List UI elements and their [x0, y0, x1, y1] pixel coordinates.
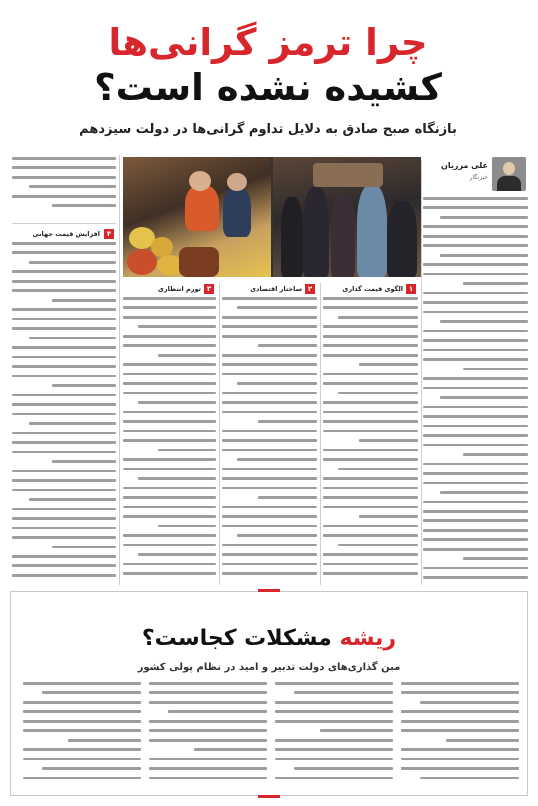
box-top-accent: [258, 589, 280, 592]
left-column-top: [12, 157, 116, 219]
intro-column: [423, 197, 528, 587]
section-4-badge: ۴: [104, 229, 114, 239]
related-article-subtitle: مبن گذاری‌های دولت تدبیر و امید در نظام پولی کشور: [137, 662, 401, 673]
photo-fruit-market: [123, 157, 271, 277]
section-2-badge: ۲: [305, 284, 315, 294]
photo-crowded-bazaar: [273, 157, 421, 277]
section-1-badge: ۱: [406, 284, 416, 294]
headline-line-2: کشیده نشده است؟: [94, 65, 442, 109]
box-bottom-accent: [258, 795, 280, 798]
subheadline: بازنگاه صبح صادق به دلایل تداوم گرانی‌ها در دولت سیزدهم: [79, 122, 457, 137]
related-column-2: [275, 682, 393, 790]
section-3-badge: ۳: [204, 284, 214, 294]
section-3-title: تورم انتظاری: [157, 285, 201, 293]
section-1-title: الگوی قیمت گذاری: [342, 285, 403, 293]
author-role: خبرنگار: [469, 174, 488, 181]
related-column-3: [149, 682, 267, 790]
author-byline: [441, 157, 526, 195]
related-column-1: [401, 682, 519, 790]
section-2-title: ساختار اقتصادی: [250, 285, 302, 293]
article-photos: [123, 157, 421, 277]
headline: [68, 22, 468, 109]
author-name: علی مرزبان: [441, 161, 488, 170]
section-2-column: [222, 297, 317, 587]
related-column-4: [23, 682, 141, 790]
headline-line-1: چرا ترمز گرانی‌ها: [108, 21, 428, 64]
section-4-column: [12, 242, 116, 587]
related-article-title: ریشه مشکلات کجاست؟: [141, 626, 397, 651]
section-3-column: [123, 297, 216, 587]
section-4-title: افزایش قیمت جهانی: [32, 230, 100, 238]
related-article-box: [10, 591, 528, 796]
author-avatar: [492, 157, 526, 191]
section-1-column: [323, 297, 418, 587]
